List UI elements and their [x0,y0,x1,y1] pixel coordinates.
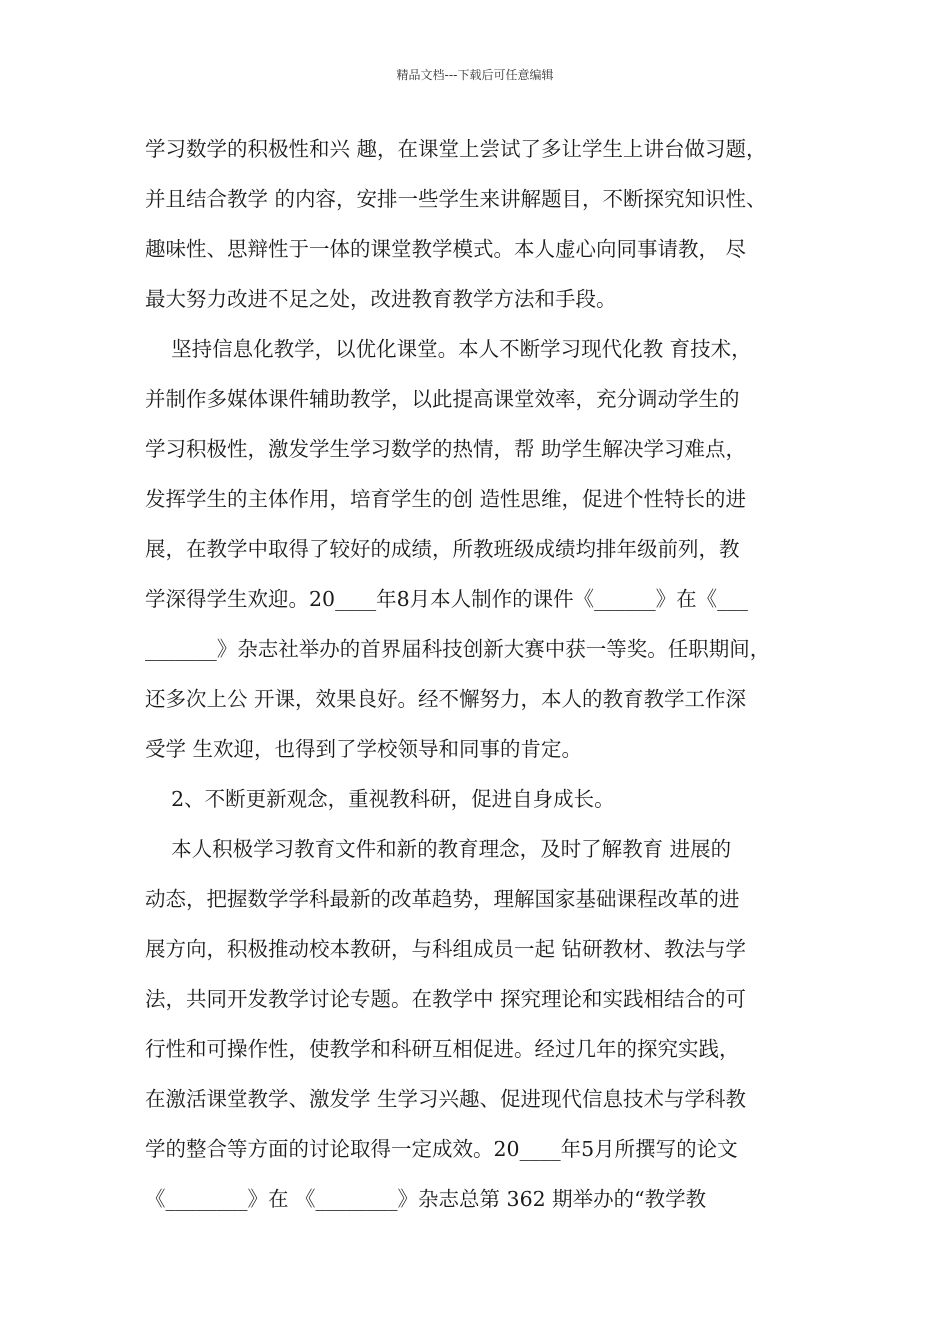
text-line: 受学 生欢迎，也得到了学校领导和同事的肯定。 [145,737,583,761]
text-line: 2、不断更新观念，重视教科研，促进自身成长。 [145,787,615,811]
text-line: 并制作多媒体课件辅助教学，以此提高课堂效率，充分调动学生的 [145,387,740,411]
text-line: 在激活课堂教学、激发学 生学习兴趣、促进现代信息技术与学科教 [145,1087,747,1111]
text-line: 并且结合教学 的内容，安排一些学生来讲解题目，不断探究知识性、 [145,187,767,211]
page-header: 精品文档---下载后可任意编辑 [396,68,554,82]
text-line: 发挥学生的主体作用，培育学生的创 造性思维，促进个性特长的进 [145,487,747,511]
text-line: 学习数学的积极性和兴 趣，在课堂上尝试了多让学生上讲台做习题， [145,137,767,161]
text-line: 展，在教学中取得了较好的成绩，所教班级成绩均排年级前列，教 [145,537,740,561]
text-line: 还多次上公 开课，效果良好。经不懈努力，本人的教育教学工作深 [145,687,747,711]
text-line: 行性和可操作性，使教学和科研互相促进。经过几年的探究实践， [145,1037,740,1061]
text-line: _______》杂志社举办的首界届科技创新大赛中获一等奖。任职期间， [145,637,771,661]
text-line: 趣味性、思辩性于一体的课堂教学模式。本人虚心向同事请教， 尽 [145,237,747,261]
text-line: 本人积极学习教育文件和新的教育理念，及时了解教育 进展的 [145,837,732,861]
text-line: 最大努力改进不足之处，改进教育教学方法和手段。 [145,287,617,311]
text-line: 学习积极性，激发学生学习数学的热情，帮 助学生解决学习难点， [145,437,747,461]
text-line: 法，共同开发教学讨论专题。在教学中 探究理论和实践相结合的可 [145,987,747,1011]
text-line: 学的整合等方面的讨论取得一定成效。20____年5月所撰写的论文 [145,1137,738,1161]
text-line: 坚持信息化教学，以优化课堂。本人不断学习现代化教 育技术， [145,337,752,361]
text-line: 《________》在 《________》杂志总第 362 期举办的“教学教 [145,1187,707,1211]
text-line: 展方向，积极推动校本教研，与科组成员一起 钻研教材、教法与学 [145,937,747,961]
text-line: 动态，把握数学学科最新的改革趋势，理解国家基础课程改革的进 [145,887,740,911]
text-line: 学深得学生欢迎。20____年8月本人制作的课件《______》在《___ [145,587,748,611]
